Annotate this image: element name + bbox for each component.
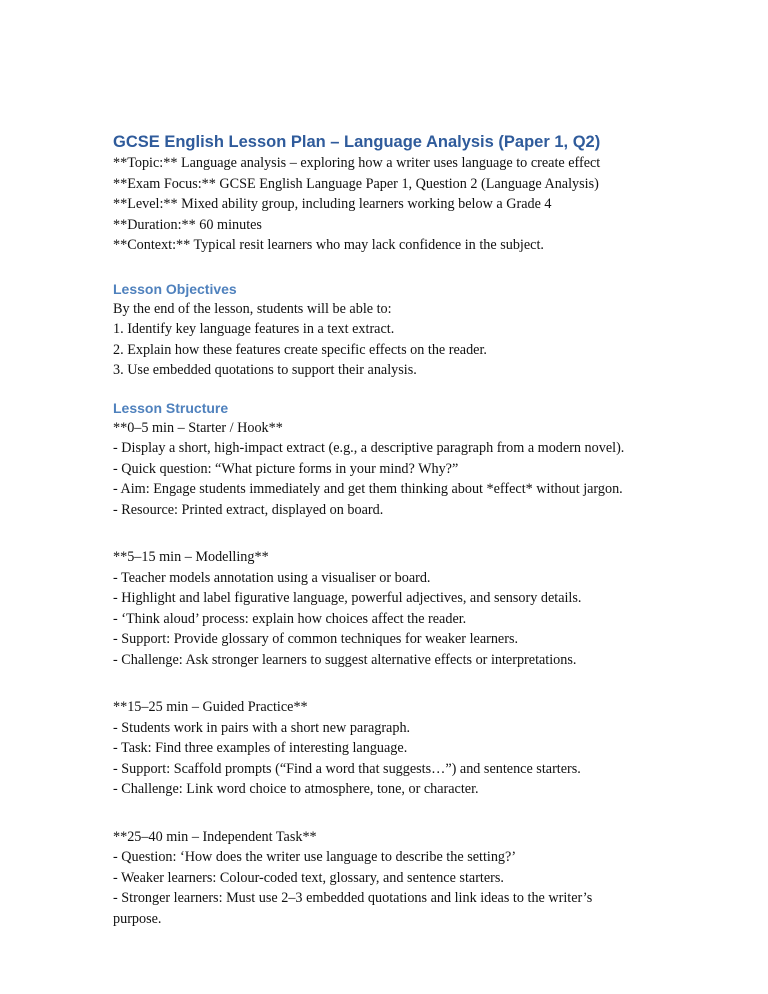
block-item: - Teacher models annotation using a visualiser or board. (113, 569, 431, 586)
modelling-block (113, 547, 673, 670)
block-item: - Challenge: Ask stronger learners to suggest alternative effects or interpretations. (113, 651, 577, 668)
objective-intro: By the end of the lesson, students will be able to: (113, 300, 392, 317)
block-item: - Support: Scaffold prompts (“Find a word that suggests…”) and sentence starters. (113, 760, 581, 777)
document-title: GCSE English Lesson Plan – Language Analysis (Paper 1, Q2) (113, 133, 601, 151)
block-item: - Highlight and label figurative language, powerful adjectives, and sensory details. (113, 590, 582, 606)
meta-level: **Level:** Mixed ability group, including learners working below a Grade 4 (113, 196, 552, 212)
meta-context: **Context:** Typical resit learners who may lack confidence in the subject. (113, 237, 544, 253)
block-heading: **15–25 min – Guided Practice** (113, 699, 308, 715)
block-item: - Task: Find three examples of interesting language. (113, 740, 408, 756)
meta-topic: **Topic:** Language analysis – exploring how a writer uses language to create effect (113, 155, 601, 171)
meta-exam-focus: **Exam Focus:** GCSE English Language Paper 1, Question 2 (Language Analysis) (113, 175, 599, 192)
objectives-heading: Lesson Objectives (113, 280, 237, 297)
independent-task-block (113, 827, 673, 930)
block-item: - Display a short, high-impact extract (e.g., a descriptive paragraph from a modern novel). (113, 440, 625, 456)
meta-section (113, 153, 673, 256)
block-item: - Stronger learners: Must use 2–3 embedded quotations and link ideas to the writer’s purpose. (113, 890, 593, 927)
block-item: - Question: ‘How does the writer use language to describe the setting?’ (113, 849, 517, 865)
block-item: - Challenge: Link word choice to atmosphere, tone, or character. (113, 781, 479, 797)
block-item: - Aim: Engage students immediately and get them thinking about *effect* without jargon. (113, 481, 623, 497)
objective-item: 2. Explain how these features create specific effects on the reader. (113, 341, 487, 358)
structure-section (113, 398, 673, 930)
block-heading: **0–5 min – Starter / Hook** (113, 419, 283, 436)
meta-duration: **Duration:** 60 minutes (113, 216, 262, 233)
block-heading: **5–15 min – Modelling** (113, 549, 269, 565)
structure-heading: Lesson Structure (113, 399, 229, 416)
block-item: - Resource: Printed extract, displayed on board. (113, 501, 384, 518)
guided-practice-block (113, 697, 673, 800)
block-item: - Quick question: “What picture forms in your mind? Why?” (113, 460, 459, 477)
objective-item: 3. Use embedded quotations to support their analysis. (113, 362, 417, 378)
block-item: - Weaker learners: Colour-coded text, glossary, and sentence starters. (113, 869, 504, 886)
objective-item: 1. Identify key language features in a text extract. (113, 321, 395, 337)
block-heading: **25–40 min – Independent Task** (113, 828, 317, 845)
document-page (113, 131, 673, 929)
block-item: - ‘Think aloud’ process: explain how choices affect the reader. (113, 610, 467, 627)
starter-block (113, 418, 673, 521)
objectives-section (113, 279, 673, 381)
block-item: - Students work in pairs with a short new paragraph. (113, 719, 411, 736)
block-item: - Support: Provide glossary of common techniques for weaker learners. (113, 631, 519, 647)
